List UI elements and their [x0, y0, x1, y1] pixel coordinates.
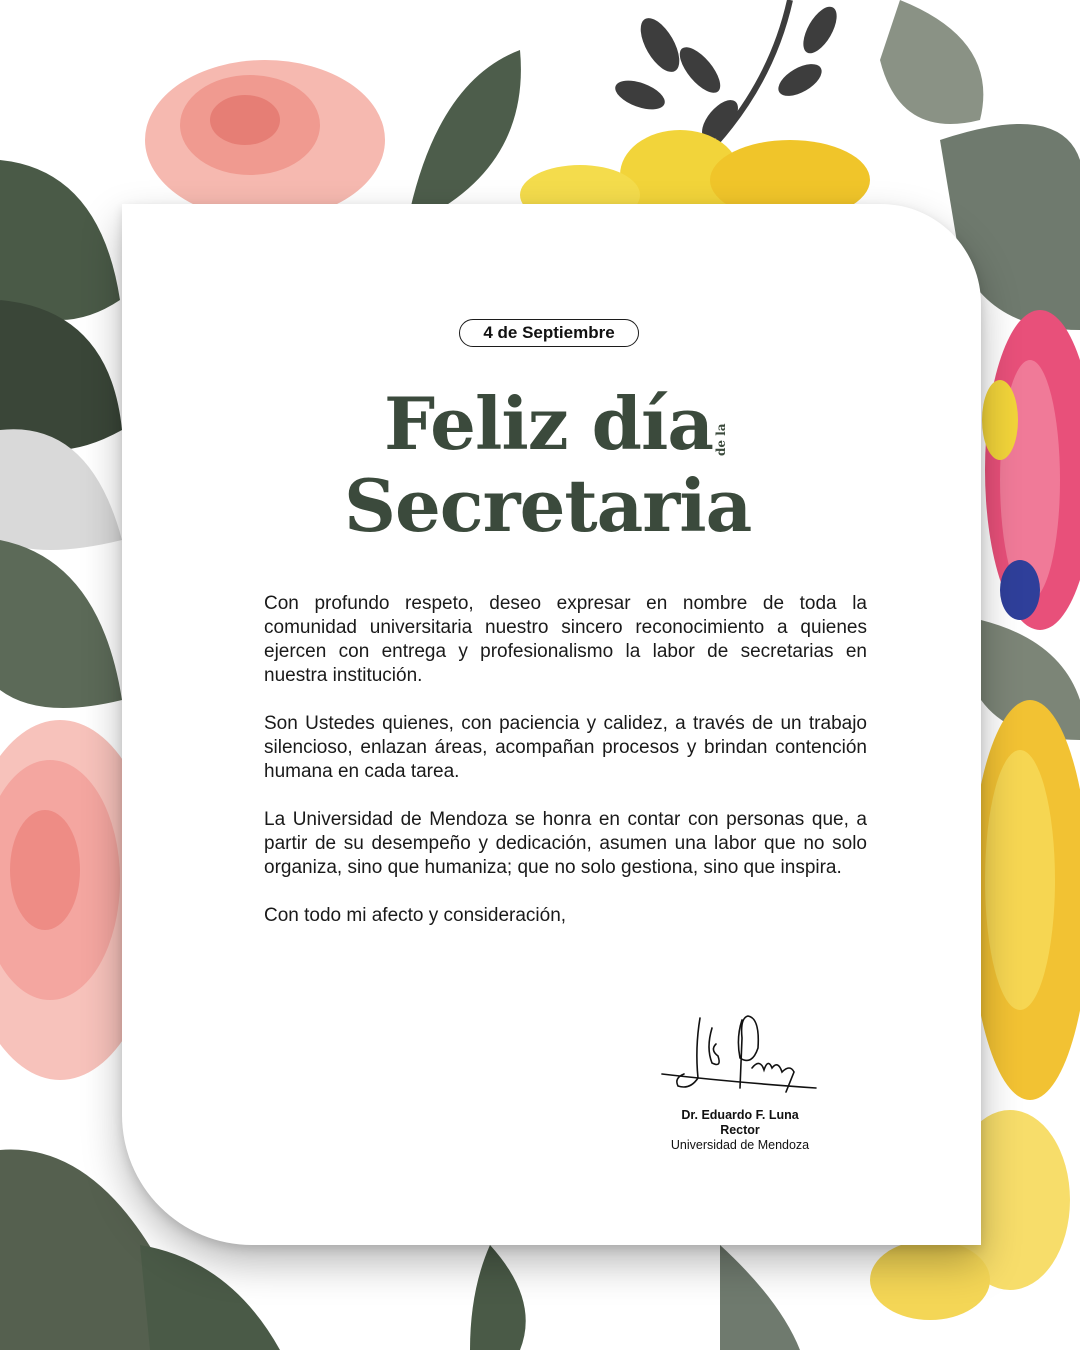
message-card: [122, 204, 981, 1245]
pink-rose-decoration: [145, 60, 385, 220]
leaf-decoration: [720, 1245, 800, 1350]
handwritten-signature: [660, 1008, 820, 1100]
signer-role: Rector: [720, 1123, 760, 1137]
leaf-decoration: [140, 1245, 280, 1350]
leaf-decoration: [0, 160, 120, 320]
leaf-decoration: [0, 300, 122, 450]
signer-block: [640, 1108, 840, 1153]
closing-line: Con todo mi afecto y consideración,: [264, 905, 567, 926]
magenta-flower-decoration: [982, 310, 1080, 630]
leaf-decoration: [0, 540, 122, 708]
signer-name: Dr. Eduardo F. Luna: [681, 1108, 799, 1122]
leaf-decoration: [880, 0, 983, 124]
message-paragraph: Son Ustedes quienes, con paciencia y calidez, a través de un trabajo silencioso, enlazan áreas, acompañan procesos y brindan contención humana en cada tarea.: [264, 713, 867, 782]
title-line-1: Feliz día: [384, 381, 713, 466]
leaf-decoration: [0, 429, 122, 550]
leaf-decoration: [470, 1245, 526, 1350]
message-paragraph: Con profundo respeto, deseo expresar en nombre de toda la comunidad universitaria nuestro sincero reconocimiento a quienes ejercen con entrega y profesionalismo la labor de secretarias en nuestra institución.: [264, 593, 867, 686]
date-badge: 4 de Septiembre: [459, 319, 639, 347]
signer-organization: Universidad de Mendoza: [670, 1138, 810, 1152]
leaf-decoration: [410, 50, 521, 215]
dark-sprig-decoration: [611, 0, 843, 160]
title-line-2: Secretaria: [344, 463, 752, 548]
message-body: [264, 592, 867, 952]
message-paragraph: La Universidad de Mendoza se honra en contar con personas que, a partir de su desempeño y dedicación, asumen una labor que no solo organiza, sino que humaniza; que no solo gestiona, sino que inspira.: [264, 809, 867, 878]
title-small-text: de la: [714, 423, 728, 456]
